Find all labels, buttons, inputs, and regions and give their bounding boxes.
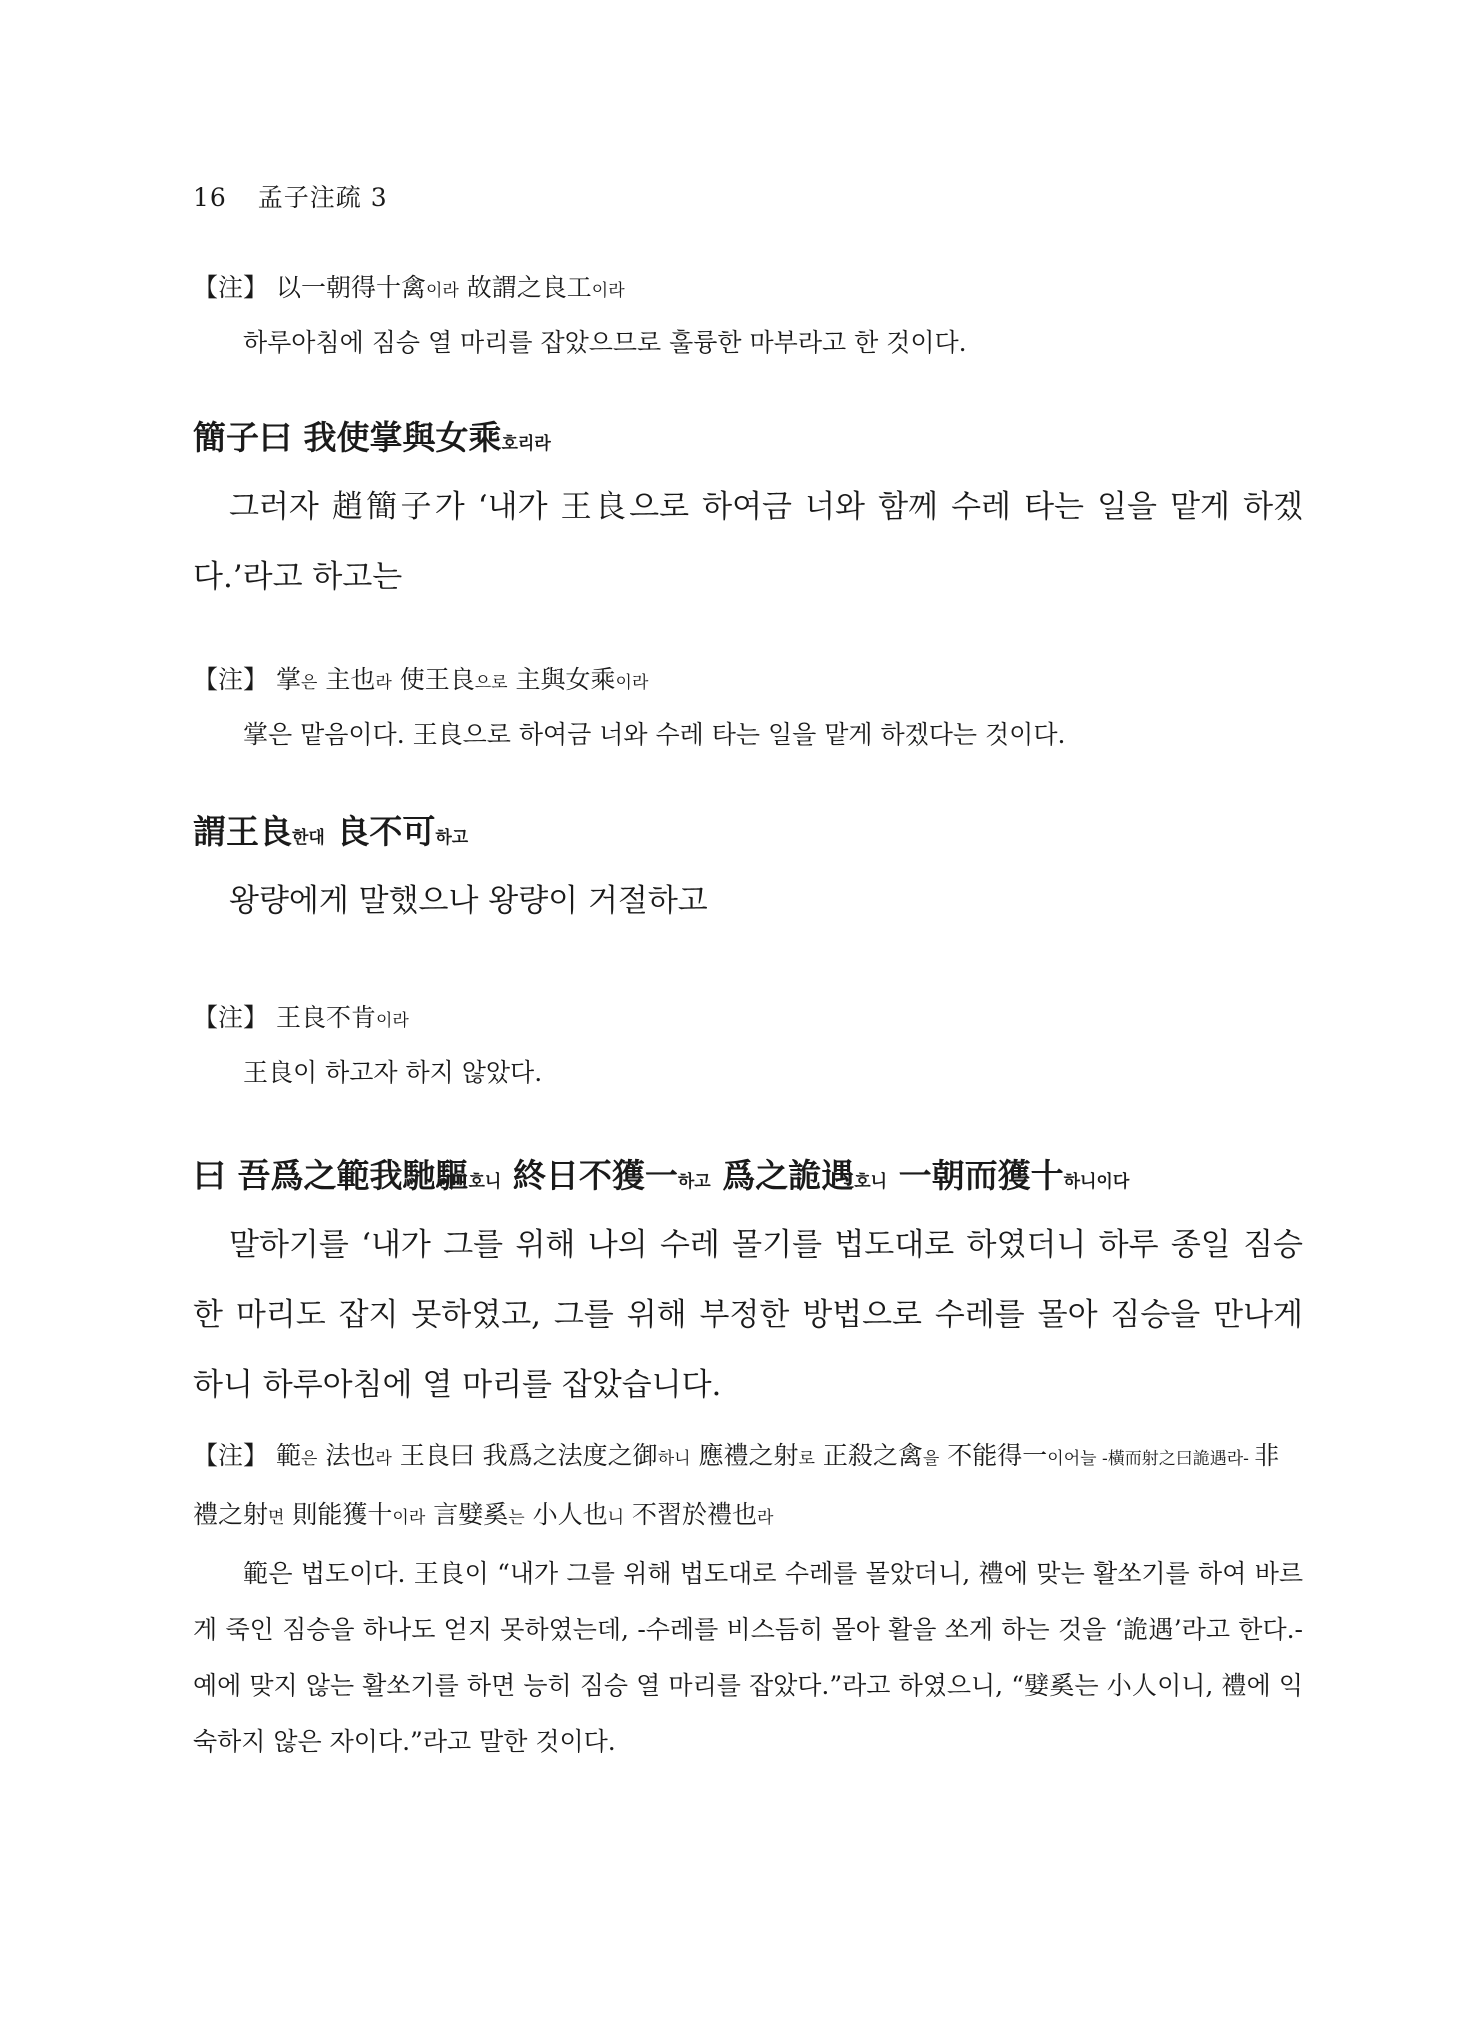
particle-text: 이어늘 [1047, 1449, 1097, 1469]
page-number: 16 [193, 183, 227, 212]
main-text-block [193, 1148, 1303, 1420]
particle-text: 이라 [591, 281, 625, 301]
source-text: 非禮之射 [193, 1441, 1280, 1529]
source-text: 謂王良 [193, 812, 292, 851]
book-title: 孟子注疏 3 [257, 183, 388, 212]
commentary-source [193, 1428, 1303, 1546]
particle-text: 호리라 [501, 434, 551, 454]
source-text: 爲之詭遇 [710, 1156, 855, 1195]
particle-text: 하니 [657, 1449, 691, 1469]
particle-text: 라 [757, 1508, 774, 1528]
commentary-translation: 範은 법도이다. 王良이 “내가 그를 위해 법도대로 수레를 몰았더니, 禮에 맞는 활쏘기를 하여 바르게 죽인 짐승을 하나도 얻지 못하였는데, -수레를 비스듬히 몰아 활을 쏘게 하는 것을 ‘詭遇’라고 한다.- 예에 맞지 않는 활쏘기를 하면 능히 짐승 열 마리를 잡았다.”라고 하였으니, “嬖奚는 小人이니, 禮에 익숙하지 않은 자이다.”라고 말한 것이다. [193, 1559, 1303, 1756]
particle-text: 라 [375, 1449, 392, 1469]
source-text: 【注】 範 [193, 1441, 301, 1470]
main-source [193, 410, 1303, 472]
source-text: 王良曰 我爲之法度之御 [391, 1441, 658, 1470]
particle-text: 는 [508, 1508, 525, 1528]
running-header [193, 178, 388, 214]
particle-text: 로 [798, 1449, 815, 1469]
particle-text: 하고 [677, 1172, 711, 1192]
source-text: 曰 吾爲之範我馳驅 [193, 1156, 469, 1195]
source-text: 主也 [317, 665, 376, 694]
source-text: 故謂之良工 [458, 273, 592, 302]
commentary-source [193, 992, 1303, 1047]
main-translation: 그러자 趙簡子가 ‘내가 王良으로 하여금 너와 함께 수레 타는 일을 맡게 하겠다.’라고 하고는 [193, 489, 1303, 595]
source-text: 則能獲十 [284, 1500, 393, 1529]
main-text-block [193, 410, 1303, 612]
particle-text: 면 [268, 1508, 285, 1528]
commentary-translation: 掌은 맡음이다. 王良으로 하여금 너와 수레 타는 일을 맡게 하겠다는 것이다. [243, 720, 1066, 749]
particle-text: 이라 [425, 281, 459, 301]
particle-text: 은 [300, 673, 318, 693]
commentary-block [193, 1428, 1303, 1770]
source-text: 良不可 [324, 812, 436, 851]
particle-text: 은 [300, 1449, 318, 1469]
source-text: 正殺之禽 [814, 1441, 923, 1470]
source-text: 使王良 [391, 665, 475, 694]
particle-text: 호니 [854, 1172, 888, 1192]
particle-text: 을 [922, 1449, 940, 1469]
main-source [193, 804, 1303, 866]
commentary-translation: 王良이 하고자 하지 않았다. [243, 1058, 543, 1087]
particle-text: 이라 [392, 1508, 426, 1528]
commentary-block [193, 654, 1303, 761]
commentary-translation: 하루아침에 짐승 열 마리를 잡았으므로 훌륭한 마부라고 한 것이다. [243, 328, 967, 357]
source-text: 法也 [317, 1441, 376, 1470]
particle-text: 하니이다 [1063, 1172, 1130, 1192]
source-text: 簡子曰 我使掌與女乘 [193, 418, 502, 457]
particle-text: 호니 [468, 1172, 502, 1192]
main-text-block [193, 804, 1303, 936]
source-text: 終日不獲一 [501, 1156, 678, 1195]
particle-text: 으로 [474, 673, 508, 693]
commentary-source [193, 262, 1303, 317]
source-text: 不習於禮也 [624, 1500, 757, 1529]
main-translation: 왕량에게 말했으나 왕량이 거절하고 [229, 883, 708, 919]
source-text: 一朝而獲十 [887, 1156, 1064, 1195]
particle-text: 니 [607, 1508, 625, 1528]
source-text: 小人也 [524, 1500, 608, 1529]
particle-text: 라 [375, 673, 392, 693]
commentary-block [193, 262, 1303, 369]
source-text: 不能得一 [939, 1441, 1048, 1470]
particle-text: 이라 [615, 673, 649, 693]
source-text: 【注】 以一朝得十禽 [193, 273, 426, 302]
source-text: 【注】 王良不肯 [193, 1003, 376, 1032]
source-text: 【注】 掌 [193, 665, 301, 694]
particle-text: 이라 [375, 1011, 409, 1031]
source-text: 應禮之射 [690, 1441, 799, 1470]
particle-text: -橫而射之曰詭遇라- [1096, 1449, 1255, 1469]
commentary-block [193, 992, 1303, 1099]
particle-text: 한대 [292, 828, 325, 848]
commentary-source [193, 654, 1303, 709]
main-source [193, 1148, 1303, 1210]
source-text: 主與女乘 [507, 665, 616, 694]
main-translation: 말하기를 ‘내가 그를 위해 나의 수레 몰기를 법도대로 하였더니 하루 종일 짐승 한 마리도 잡지 못하였고, 그를 위해 부정한 방법으로 수레를 몰아 짐승을 만나게 하니 하루아침에 열 마리를 잡았습니다. [193, 1227, 1303, 1403]
source-text: 言嬖奚 [425, 1500, 509, 1529]
particle-text: 하고 [435, 828, 469, 848]
